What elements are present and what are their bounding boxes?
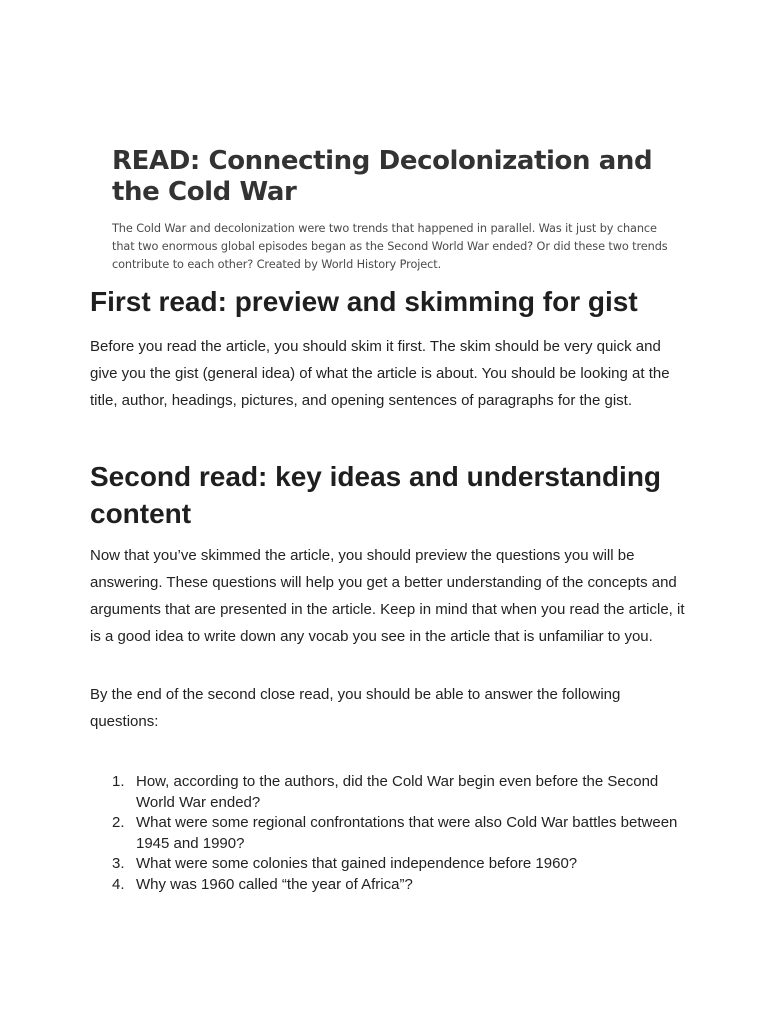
list-item-text: What were some regional confrontations that were also Cold War battles between 1945 and 1990?	[136, 814, 678, 852]
list-item	[90, 875, 690, 896]
list-item-text: How, according to the authors, did the Cold War begin even before the Second World War ended?	[136, 773, 659, 811]
article-description: The Cold War and decolonization were two trends that happened in parallel. Was it just by chance that two enormous global episodes began as the Second World War ended? Or did these two trends contribute to each other? Created by World History Project.	[112, 222, 668, 271]
list-item-number: 4.	[112, 875, 125, 893]
list-item-number: 2.	[112, 814, 125, 831]
list-item-number: 1.	[112, 773, 125, 790]
questions-intro-paragraph: By the end of the second close read, you should be able to answer the following questions:	[90, 686, 621, 730]
questions-list	[90, 772, 690, 895]
list-item-text: Why was 1960 called “the year of Africa”?	[136, 875, 413, 893]
list-item	[90, 813, 690, 854]
first-read-heading: First read: preview and skimming for gist	[90, 286, 638, 317]
article-title: READ: Connecting Decolonization and the Cold War	[112, 146, 653, 207]
list-item-text: What were some colonies that gained independence before 1960?	[136, 855, 578, 872]
first-read-paragraph: Before you read the article, you should skim it first. The skim should be very quick and give you the gist (general idea) of what the article is about. You should be looking at the title, author, headings, pictures, and opening sentences of paragraphs for the gist.	[90, 338, 670, 409]
list-item	[90, 854, 690, 875]
second-read-paragraph: Now that you’ve skimmed the article, you should preview the questions you will be answering. These questions will help you get a better understanding of the concepts and arguments that are presented in the article. Keep in mind that when you read the article, it is a good idea to write down any vocab you see in the article that is unfamiliar to you.	[90, 547, 685, 645]
document-body	[90, 283, 690, 895]
second-read-heading: Second read: key ideas and understanding content	[90, 461, 662, 529]
list-item-number: 3.	[112, 855, 125, 872]
article-header-card	[112, 146, 672, 274]
list-item	[90, 772, 690, 813]
